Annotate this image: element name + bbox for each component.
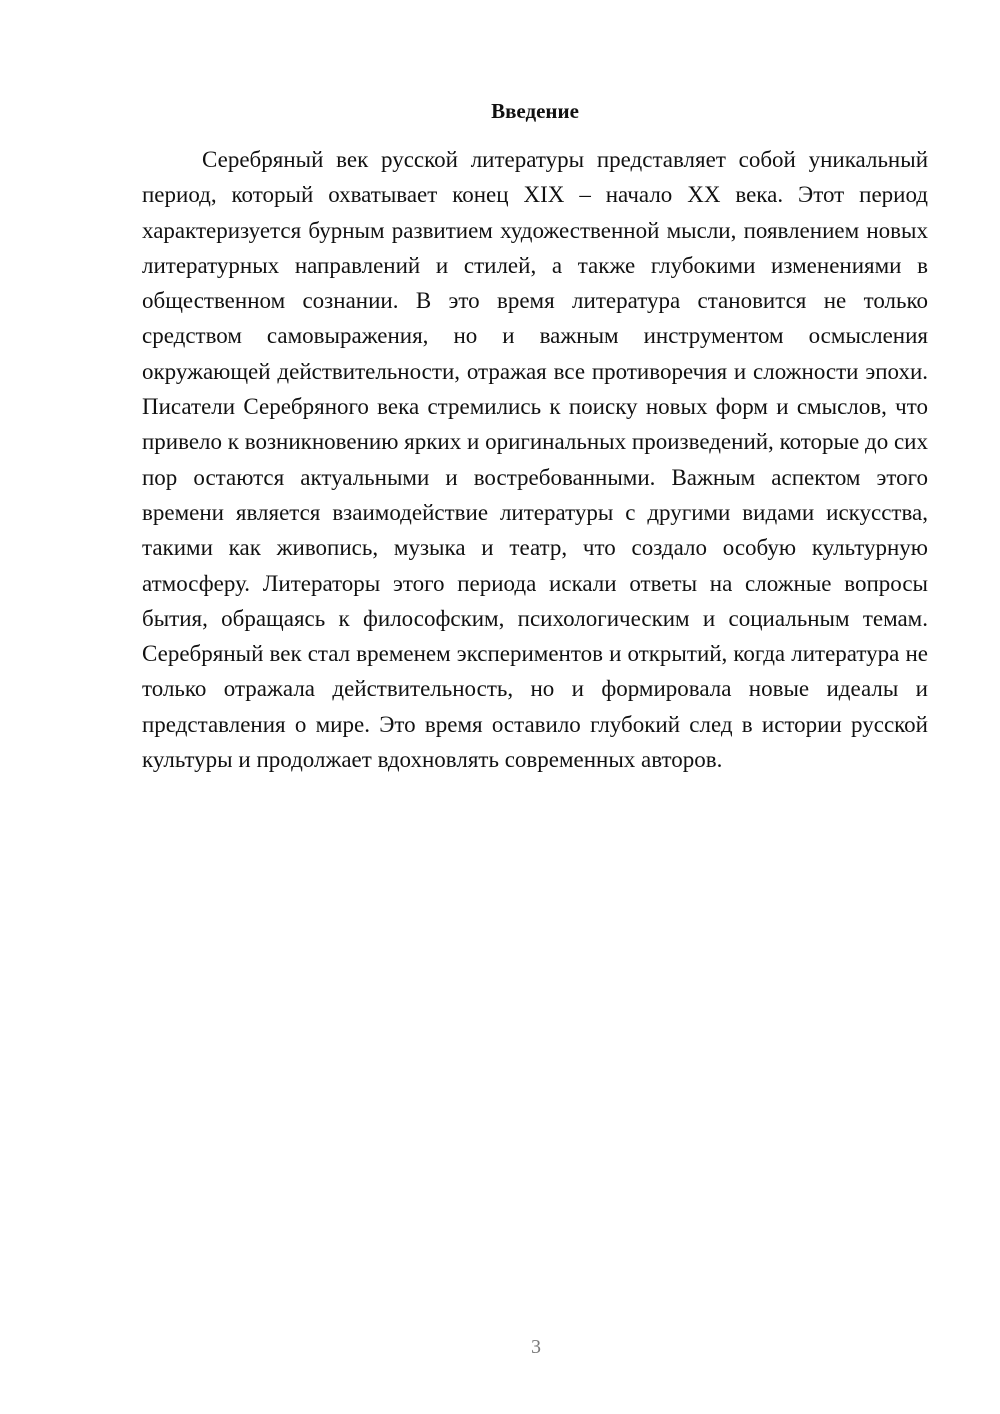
body-paragraph: Серебряный век русской литературы представляет собой уникальный период, который охватывает конец XIX – начало XX века. Этот период характеризуется бурным развитием художественной мысли, появлением новых литературных направлений и стилей, а также глубокими изменениями в общественном сознании. В это время литература становится не только средством самовыражения, но и важным инструментом осмысления окружающей действительности, отражая все противоречия и сложности эпохи. Писатели Серебряного века стремились к поиску новых форм и смыслов, что привело к возникновению ярких и оригинальных произведений, которые до сих пор остаются актуальными и востребованными. Важным аспектом этого времени является взаимодействие литературы с другими видами искусства, такими как живопись, музыка и театр, что создало особую культурную атмосферу. Литераторы этого периода искали ответы на сложные вопросы бытия, обращаясь к философским, психологическим и социальным темам. Серебряный век стал временем экспериментов и открытий, когда литература не только отражала действительность, но и формировала новые идеалы и представления о мире. Это время оставило глубокий след в истории русской культуры и продолжает вдохновлять современных авторов. bbox=[142, 147, 928, 773]
page-number: 3 bbox=[531, 1336, 541, 1358]
section-heading: Введение bbox=[491, 99, 579, 123]
